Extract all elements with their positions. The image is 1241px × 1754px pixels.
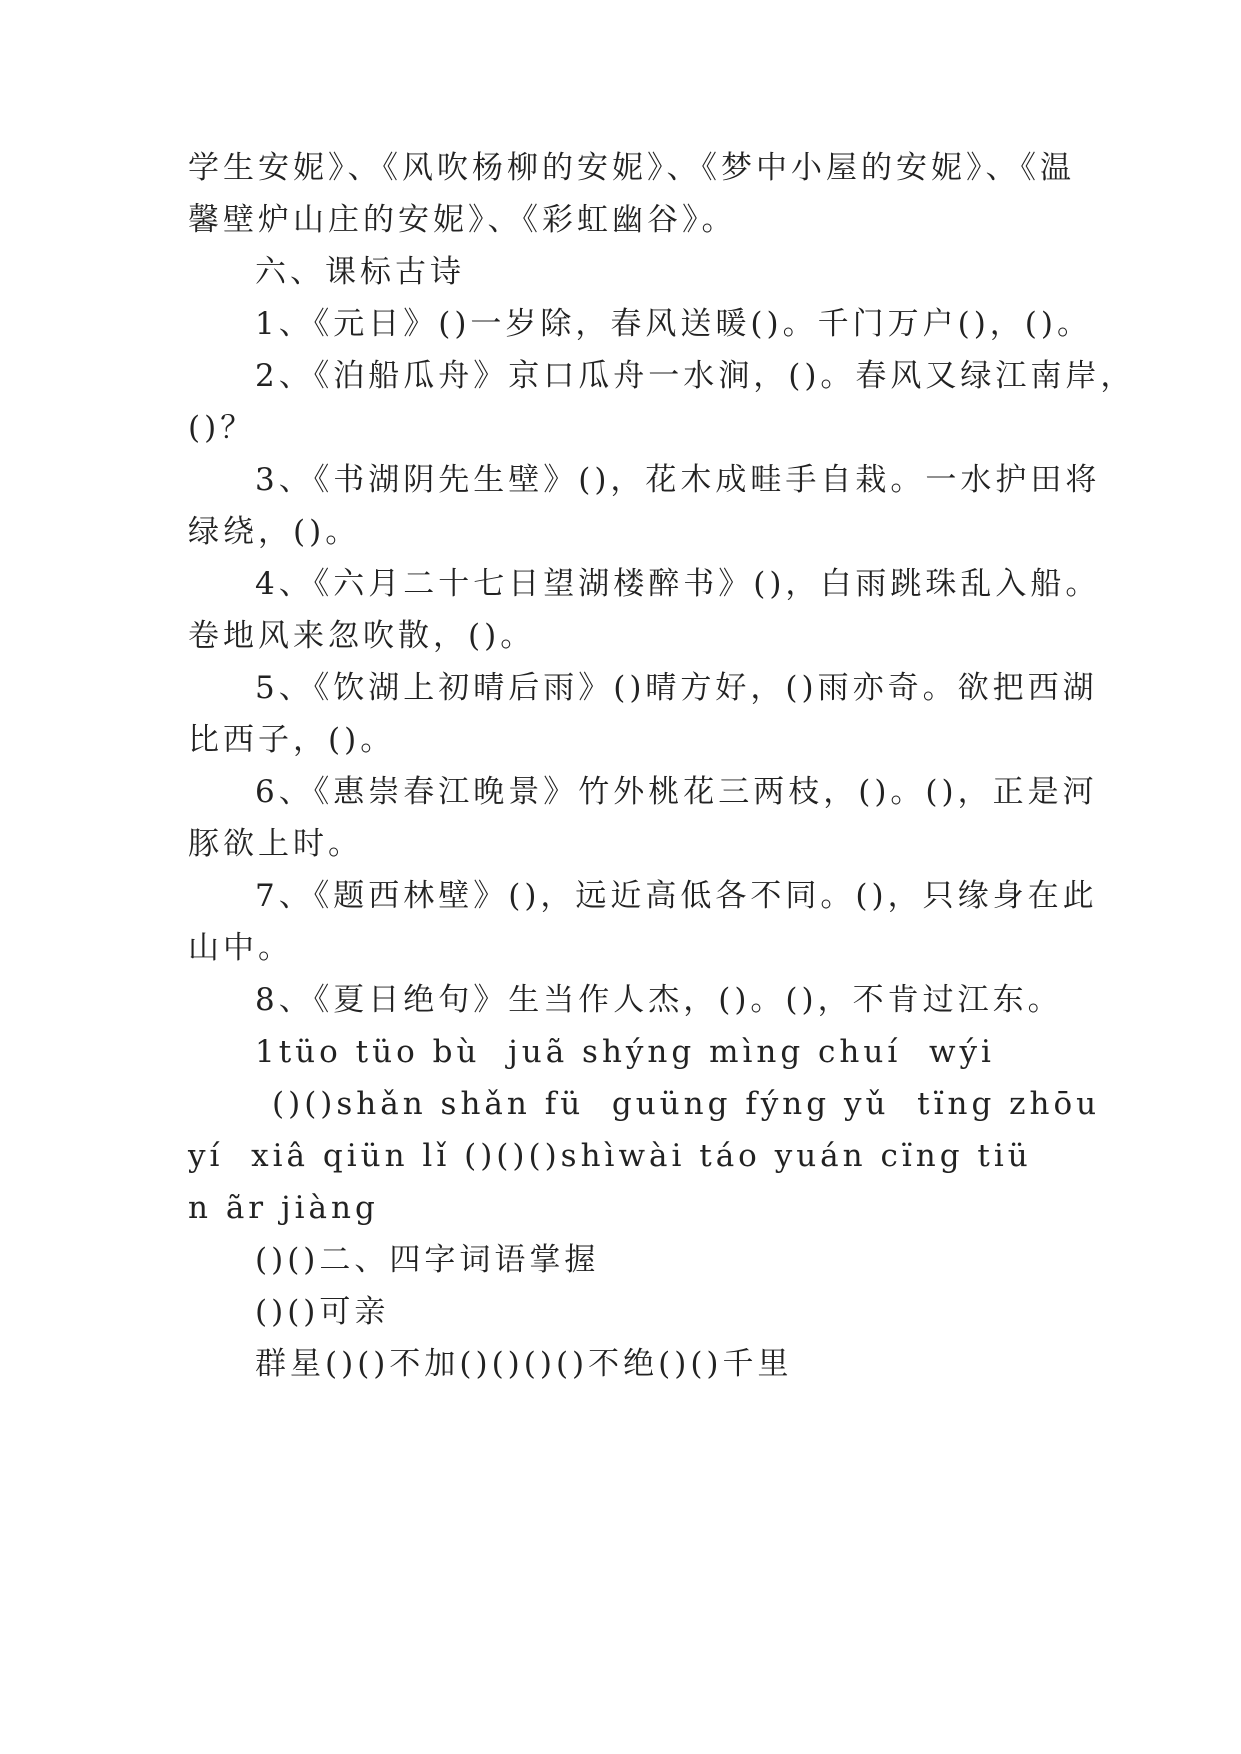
section-heading: ()()二、四字词语掌握 xyxy=(255,1242,600,1278)
paragraph-line: 山中。 xyxy=(188,930,293,966)
vocabulary-line: ()()可亲 xyxy=(255,1294,390,1330)
paragraph-line: 豚欲上时。 xyxy=(188,826,363,862)
poem-item: 5、《饮湖上初晴后雨》()晴方好，()雨亦奇。欲把西湖 xyxy=(255,670,1098,706)
poem-item: 4、《六月二十七日望湖楼醉书》()，白雨跳珠乱入船。 xyxy=(255,566,1101,602)
paragraph-line: ()？ xyxy=(188,410,256,446)
paragraph-line: 比西子，()。 xyxy=(188,722,396,758)
poem-item: 3、《书湖阴先生壁》()，花木成畦手自栽。一水护田将 xyxy=(255,462,1101,498)
poem-item: 7、《题西林壁》()，远近高低各不同。()，只缘身在此 xyxy=(255,878,1098,914)
pinyin-line: 1tüo tüo bù juã shýng mìng chuí wýi xyxy=(255,1034,995,1070)
section-heading: 六、课标古诗 xyxy=(255,254,465,290)
vocabulary-line: 群星()()不加()()()()不绝()()千里 xyxy=(255,1346,793,1382)
paragraph-line: 馨壁炉山庄的安妮》、《彩虹幽谷》。 xyxy=(188,202,737,238)
paragraph-line: 绿绕，()。 xyxy=(188,514,361,550)
poem-item: 8、《夏日绝句》生当作人杰，()。()，不肯过江东。 xyxy=(255,982,1063,1018)
poem-item: 2、《泊船瓜舟》京口瓜舟一水涧，()。春风又绿江南岸， xyxy=(255,358,1136,394)
pinyin-line: ()()shǎn shǎn fü guüng fýng yǔ tïng zhōu xyxy=(272,1086,1101,1122)
pinyin-line: yí xiâ qiün lǐ ()()()shìwài táo yuán cïng tiü xyxy=(188,1138,1032,1174)
pinyin-line: n ãr jiàng xyxy=(188,1190,379,1226)
paragraph-line: 卷地风来忽吹散，()。 xyxy=(188,618,536,654)
poem-item: 6、《惠崇春江晚景》竹外桃花三两枝，()。()，正是河 xyxy=(255,774,1098,810)
poem-item: 1、《元日》()一岁除，春风送暖()。千门万户()，()。 xyxy=(255,306,1092,342)
paragraph-line: 学生安妮》、《风吹杨柳的安妮》、《梦中小屋的安妮》、《温 xyxy=(188,150,1075,186)
